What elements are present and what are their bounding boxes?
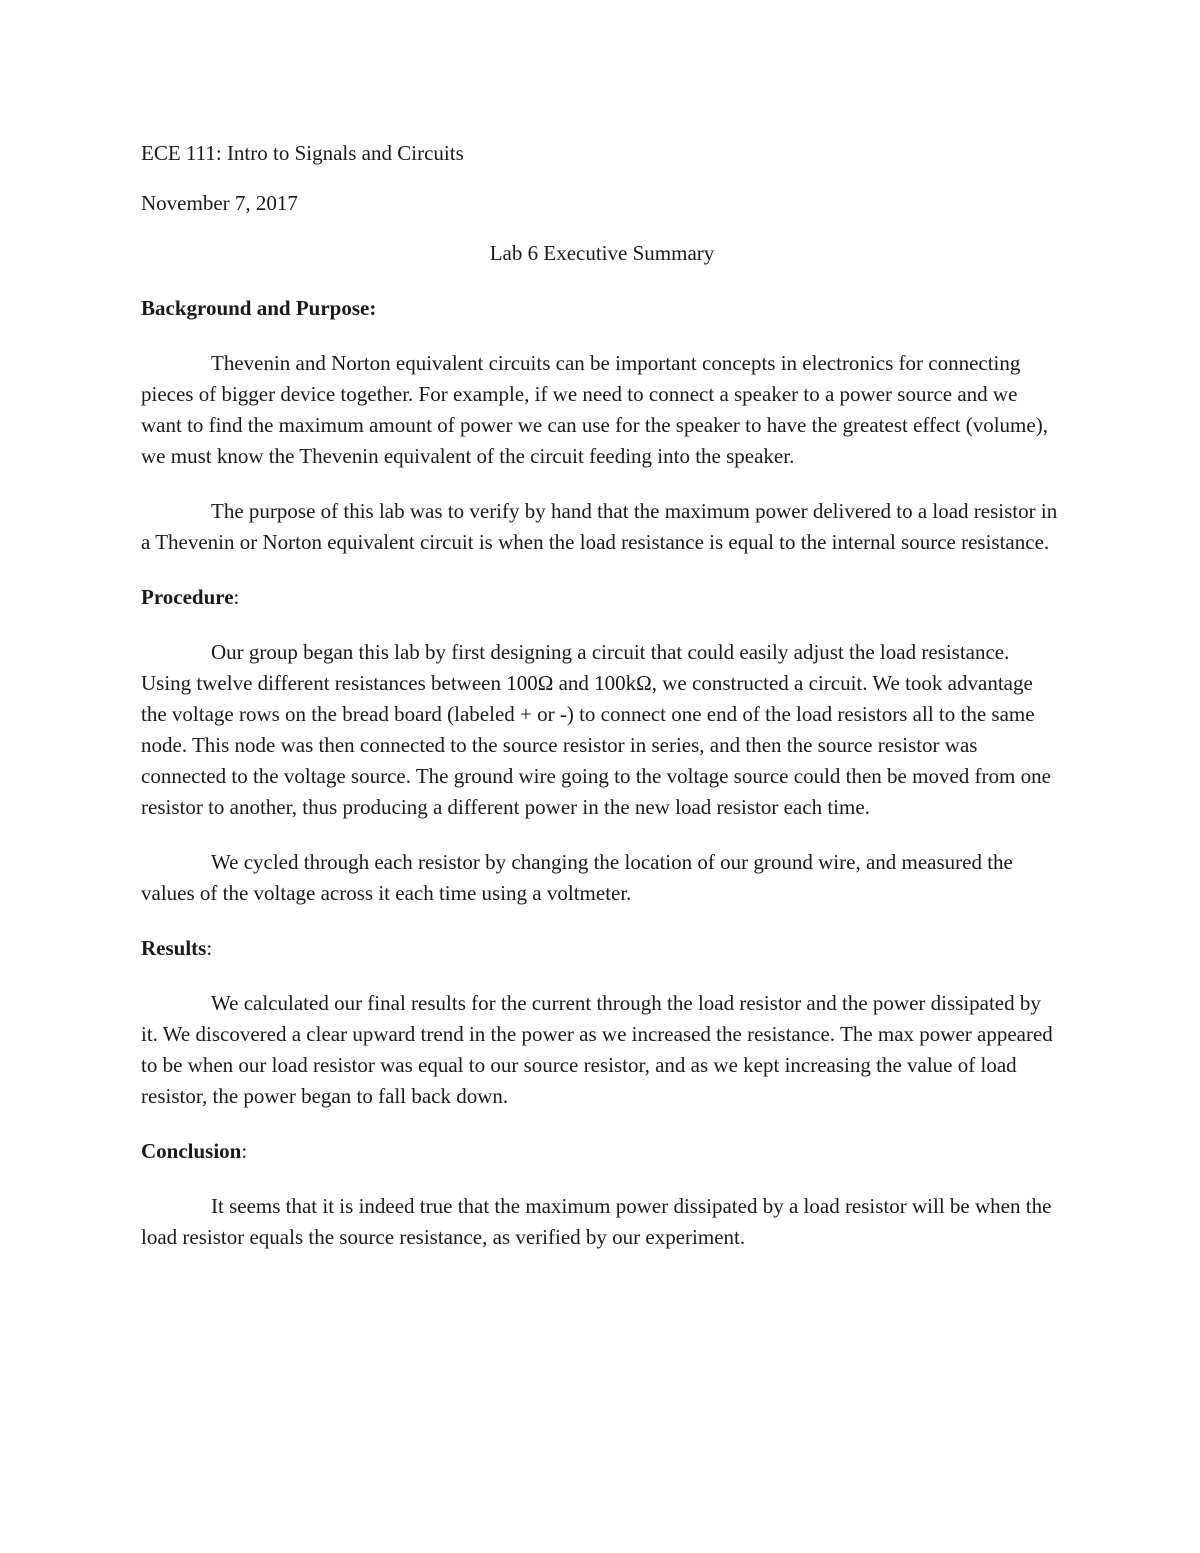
section-results (141, 933, 1063, 1112)
body-paragraph: We cycled through each resistor by changing the location of our ground wire, and measured the values of the voltage across it each time using a voltmeter. (141, 850, 1013, 905)
body-paragraph: Thevenin and Norton equivalent circuits can be important concepts in electronics for connecting pieces of bigger device together. For example, if we need to connect a speaker to a power source and we want to find the maximum amount of power we can use for the speaker to have the greatest effect (volume), we must know the Thevenin equivalent of the circuit feeding into the speaker. (141, 351, 1048, 468)
document-page (141, 138, 1063, 1253)
body-paragraph: The purpose of this lab was to verify by hand that the maximum power delivered to a load resistor in a Thevenin or Norton equivalent circuit is when the load resistance is equal to the internal source resistance. (141, 499, 1058, 554)
section-conclusion (141, 1136, 1063, 1253)
section-background-purpose (141, 293, 1063, 558)
section-procedure (141, 582, 1063, 909)
section-heading: Conclusion: (141, 1139, 248, 1163)
body-paragraph: Our group began this lab by first designing a circuit that could easily adjust the load resistance. Using twelve different resistances between 100Ω and 100kΩ, we constructed a circuit. We took advantage the voltage rows on the bread board (labeled + or -) to connect one end of the load resistors all to the same node. This node was then connected to the source resistor in series, and then the source resistor was connected to the voltage source. The ground wire going to the voltage source could then be moved from one resistor to another, thus producing a different power in the new load resistor each time. (141, 640, 1051, 819)
date-line: November 7, 2017 (141, 191, 298, 215)
section-heading: Procedure: (141, 585, 240, 609)
course-line: ECE 111: Intro to Signals and Circuits (141, 141, 464, 165)
body-paragraph: We calculated our final results for the current through the load resistor and the power dissipated by it. We discovered a clear upward trend in the power as we increased the resistance. The max power appeared to be when our load resistor was equal to our source resistor, and as we kept increasing the value of load resistor, the power began to fall back down. (141, 991, 1053, 1108)
section-heading: Results: (141, 936, 213, 960)
document-title: Lab 6 Executive Summary (489, 241, 715, 265)
section-heading: Background and Purpose: (141, 296, 377, 320)
body-paragraph: It seems that it is indeed true that the maximum power dissipated by a load resistor will be when the load resistor equals the source resistance, as verified by our experiment. (141, 1194, 1052, 1249)
